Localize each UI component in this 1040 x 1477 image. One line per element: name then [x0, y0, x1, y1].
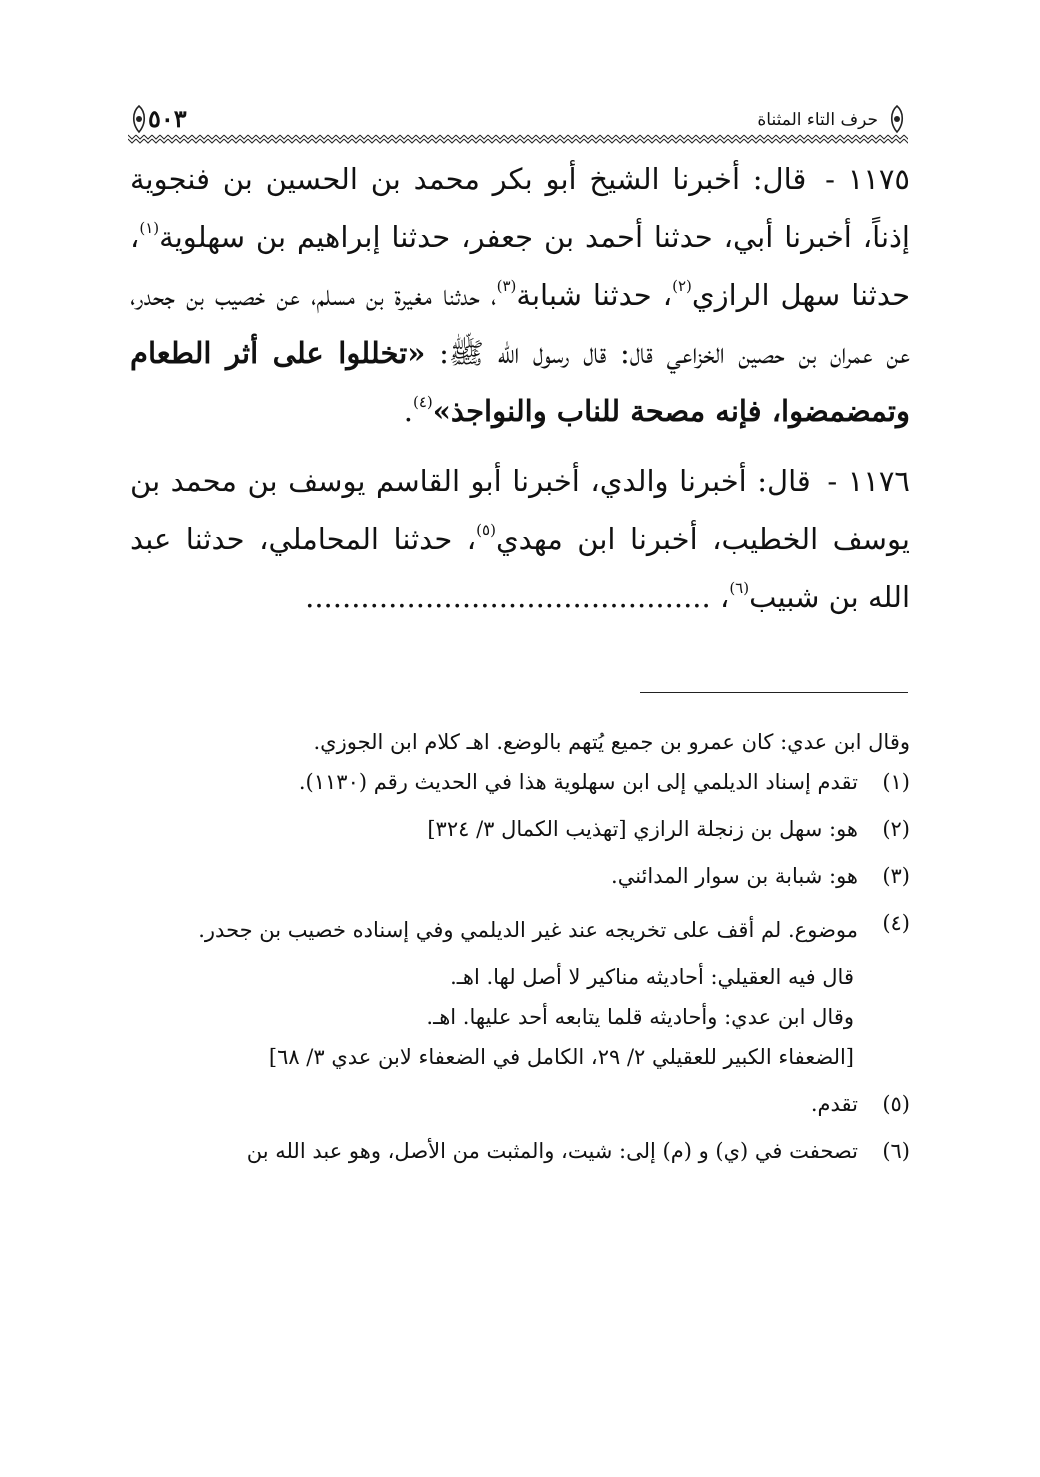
page-number: ٥٠٣	[148, 104, 187, 133]
footnote-number: (٦)	[882, 1139, 910, 1163]
footnote-1	[130, 762, 910, 802]
footnote-text: تقدم إسناد الديلمي إلى ابن سهلوية هذا في الحديث رقم (١١٣٠).	[298, 770, 858, 794]
text: سهل الرازي	[691, 278, 841, 312]
footnote-2	[130, 809, 910, 849]
text: ، حدثنا	[130, 220, 910, 312]
text: قال: أخبرنا والدي، أخبرنا أبو القاسم يوسف بن	[247, 464, 811, 498]
page-header	[128, 102, 908, 146]
text: ، حدثنا مغيرة بن مسلم، عن خصيب بن	[186, 278, 497, 312]
text: ، حدثنا المحاملي، حدثنا	[185, 522, 477, 556]
footnote-number: (٥)	[882, 1092, 910, 1116]
text: عبد الله بن شبيب	[130, 522, 910, 614]
text: .	[403, 394, 413, 428]
hadith-1176	[130, 452, 910, 626]
footnote-text: تقدم.	[810, 1092, 858, 1116]
footnote-4-extra: وقال ابن عدي: وأحاديثه قلما يتابعه أحد عليها. اهـ.	[426, 1005, 854, 1029]
footnote-5	[130, 1084, 910, 1124]
hadith-1175	[130, 150, 910, 440]
ornament-right-icon	[886, 104, 908, 134]
text: محمد بن يوسف الخطيب، أخبرنا ابن مهدي	[130, 464, 911, 556]
ornament-left-icon	[128, 104, 150, 134]
footnote-4-source: [الضعفاء الكبير للعقيلي ٢/ ٢٩، الكامل في الضعفاء لابن عدي ٣/ ٦٨]	[268, 1045, 854, 1069]
hadith-matn: «تخللوا على أثر الطعام وتمضمضوا، فإنه مصحة للناب والنواجذ»	[130, 336, 910, 428]
footnote-ref[interactable]: (٥)	[476, 521, 496, 539]
main-text	[130, 150, 910, 638]
footnote-ref[interactable]: (٤)	[412, 393, 433, 411]
footnote-text: هو: سهل بن زنجلة الرازي [تهذيب الكمال ٣/ ٣٢٤]	[427, 817, 858, 841]
footnote-6	[130, 1131, 910, 1171]
footnote-text: هو: شبابة بن سوار المدائني.	[611, 864, 858, 888]
header-decorative-rule	[128, 134, 908, 144]
footnote-continuation: وقال ابن عدي: كان عمرو بن جميع يُتهم بالوضع. اهـ كلام ابن الجوزي.	[313, 730, 910, 754]
footnote-ref[interactable]: (٢)	[672, 277, 692, 295]
footnote-number: (٣)	[882, 864, 910, 888]
hadith-number: ١١٧٦ -	[827, 464, 910, 498]
hadith-number: ١١٧٥ -	[825, 162, 911, 196]
footnote-separator	[640, 692, 908, 693]
footnote-4-extra: قال فيه العقيلي: أحاديثه مناكير لا أصل لها. اهـ.	[450, 965, 854, 989]
footnote-ref[interactable]: (٣)	[496, 277, 517, 295]
footnote-4	[130, 903, 910, 957]
footnote-text: تصحفت في (ي) و (م) إلى: شيت، والمثبت من الأصل، وهو عبد الله بن	[246, 1139, 858, 1163]
text: جحدر، عن عمران بن حصين الخزاعي قال: قال رسول الله ﷺ:	[130, 278, 911, 370]
footnote-3	[130, 856, 910, 896]
footnote-number: (٢)	[882, 817, 910, 841]
text: قال: أخبرنا الشيخ أبو بكر محمد بن الحسين بن فنجوية إذناً،	[130, 162, 910, 254]
footnote-ref[interactable]: (١)	[139, 219, 160, 237]
text: ، حدثنا شبابة	[516, 278, 673, 312]
footnote-text: موضوع. لم أقف على تخريجه عند غير الديلمي وفي إسناده خصيب بن جحدر.	[198, 918, 858, 942]
chapter-title: حرف التاء المثناة	[757, 110, 878, 130]
text: أخبرنا أبي، حدثنا أحمد بن جعفر، حدثنا إبراهيم بن سهلوية	[159, 220, 852, 254]
footnotes	[130, 722, 910, 1171]
text: ، ............................................	[305, 580, 730, 614]
footnote-ref[interactable]: (٦)	[729, 579, 750, 597]
footnote-number: (٤)	[882, 911, 910, 935]
footnote-number: (١)	[882, 770, 910, 794]
